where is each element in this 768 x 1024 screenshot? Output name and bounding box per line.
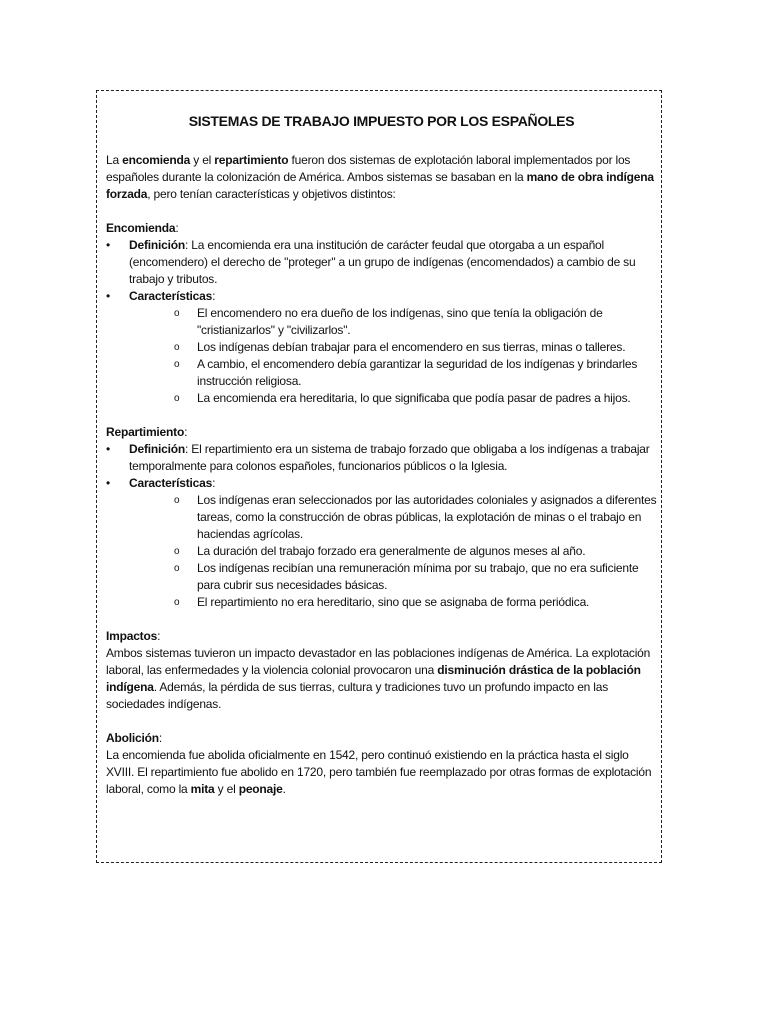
definition-text: : La encomienda era una institución de carácter feudal que otorgaba a un español (encomendero) el derecho de "proteger" a un grupo de indígenas (encomendados) a cambio de su trabajo y tributos. xyxy=(129,238,636,286)
sub-list-item: o Los indígenas recibían una remuneración mínima por su trabajo, que no era suficiente para cubrir sus necesidades básicas. xyxy=(174,560,657,594)
section-heading-impactos xyxy=(106,628,657,645)
sub-list-item: o Los indígenas debían trabajar para el encomendero en sus tierras, minas o talleres. xyxy=(174,339,657,356)
intro-bold-mano-de-obra: mano de obra indígena forzada xyxy=(106,170,654,201)
section-heading-label: Repartimiento xyxy=(106,425,185,439)
document-body xyxy=(106,112,657,798)
impactos-paragraph xyxy=(106,645,657,713)
section-heading-repartimiento xyxy=(106,424,657,441)
list-item xyxy=(106,475,657,611)
sub-list-item: o A cambio, el encomendero debía garantizar la seguridad de los indígenas y brindarles instrucción religiosa. xyxy=(174,356,657,390)
list-item xyxy=(106,237,657,288)
heading-colon: : xyxy=(157,629,161,643)
abolicion-bold-mita: mita xyxy=(190,782,215,796)
intro-bold-repartimiento: repartimiento xyxy=(214,153,289,167)
characteristics-label: Características xyxy=(129,289,213,303)
heading-colon: : xyxy=(158,731,163,745)
impactos-bold-text: disminución drástica de la población indígena xyxy=(106,663,641,694)
sub-list-item: o La duración del trabajo forzado era generalmente de algunos meses al año. xyxy=(174,543,657,560)
intro-text: fueron dos sistemas de explotación laboral implementados por los españoles durante la colonización de América. Ambos sistemas se basaban en la xyxy=(106,153,631,184)
impactos-text: . Además, la pérdida de sus tierras, cultura y tradiciones tuvo un profundo impacto en las sociedades indígenas. xyxy=(106,680,609,711)
intro-paragraph xyxy=(106,152,657,203)
abolicion-text: y el xyxy=(214,782,239,796)
heading-colon: : xyxy=(175,221,179,235)
intro-text: , pero tenían características y objetivos distintos: xyxy=(147,187,396,201)
repartimiento-characteristics-list xyxy=(129,492,657,611)
section-heading-encomienda xyxy=(106,220,657,237)
intro-text: La xyxy=(106,153,123,167)
characteristics-label: Características xyxy=(129,476,213,490)
abolicion-text: La encomienda fue abolida oficialmente en 1542, pero continuó existiendo en la práctica hasta el siglo XVIII. El repartimiento fue abolido en 1720, pero también fue reemplazado por otras formas de explotación laboral, como la xyxy=(106,748,652,796)
impactos-text: Ambos sistemas tuvieron un impacto devastador en las poblaciones indígenas de América. La explotación laboral, las enfermedades y la violencia colonial provocaron una xyxy=(106,646,651,677)
repartimiento-list xyxy=(106,441,657,611)
definition-label: Definición xyxy=(129,238,186,252)
list-item xyxy=(106,288,657,407)
definition-text: : El repartimiento era un sistema de trabajo forzado que obligaba a los indígenas a trabajar temporalmente para colonos españoles, funcionarios públicos o la Iglesia. xyxy=(129,442,650,473)
abolicion-bold-peonaje: peonaje xyxy=(238,782,283,796)
list-item xyxy=(106,441,657,475)
encomienda-characteristics-list xyxy=(129,305,657,407)
abolicion-paragraph xyxy=(106,747,657,798)
abolicion-text: . xyxy=(282,782,286,796)
sub-list-item: o El encomendero no era dueño de los indígenas, sino que tenía la obligación de "cristianizarlos" y "civilizarlos". xyxy=(174,305,657,339)
page-title: SISTEMAS DE TRABAJO IMPUESTO POR LOS ESPAÑOLES xyxy=(188,113,575,129)
section-heading-label: Impactos xyxy=(106,629,158,643)
characteristics-colon: : xyxy=(212,476,216,490)
section-heading-abolicion xyxy=(106,730,657,747)
definition-label: Definición xyxy=(129,442,186,456)
encomienda-list xyxy=(106,237,657,407)
characteristics-colon: : xyxy=(212,289,216,303)
section-heading-label: Encomienda xyxy=(106,221,176,235)
section-heading-label: Abolición xyxy=(106,731,159,745)
sub-list-item: o La encomienda era hereditaria, lo que significaba que podía pasar de padres a hijos. xyxy=(174,390,657,407)
sub-list-item: o El repartimiento no era hereditario, sino que se asignaba de forma periódica. xyxy=(174,594,657,611)
intro-text: y el xyxy=(190,153,215,167)
heading-colon: : xyxy=(184,425,188,439)
sub-list-item: o Los indígenas eran seleccionados por las autoridades coloniales y asignados a diferentes tareas, como la construcción de obras públicas, la explotación de minas o el trabajo en haciendas agrícolas. xyxy=(174,492,657,543)
intro-bold-encomienda: encomienda xyxy=(122,153,191,167)
